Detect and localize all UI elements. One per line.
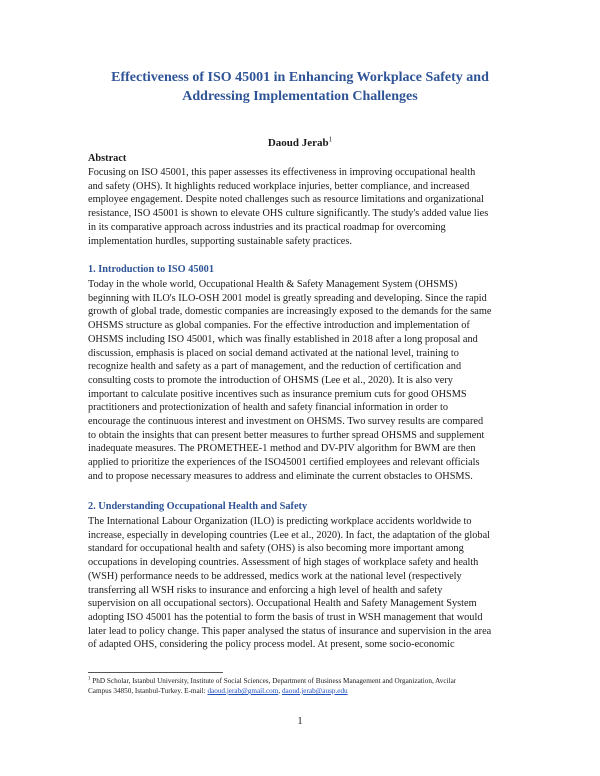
abstract-line: implementation hurdles, supporting sustainable safety practices.: [88, 235, 352, 247]
body-line: increase, especially in developing countries (Lee et al., 2020). In fact, the adaptation of the global: [88, 529, 490, 541]
title-line: Effectiveness of ISO 45001 in Enhancing Workplace Safety and: [111, 70, 489, 85]
abstract-heading: Abstract: [88, 153, 127, 164]
body-line: recognize health and safety as a part of management, and the reduction of certification and: [88, 361, 462, 373]
footnote: [88, 676, 528, 696]
email-link-gmail[interactable]: daoud.jerab@gmail.com: [207, 687, 279, 695]
body-line: consulting costs to promote the introduction of OHSMS (Lee et al., 2020). It is also very: [88, 374, 453, 386]
body-line: encourage the continuous interest and investment on OHSMS. Two survey results are compared: [88, 416, 484, 428]
footnote-line: [88, 676, 528, 686]
body-line: of adapted OHS, considering the policy process model. At present, some socio-economic: [88, 639, 455, 651]
author-name: [60, 136, 540, 150]
paper-title: [60, 68, 540, 106]
section-body-introduction: [88, 278, 528, 484]
footnote-mark: 1: [88, 676, 91, 682]
page-number: 1: [297, 716, 303, 727]
abstract-line: employee engagement. Despite noted challenges such as resource limitations and organizational: [88, 194, 484, 206]
abstract-body: [88, 166, 528, 248]
body-line: discussion, emphasis is placed on social demand activated at the national level, training to: [88, 347, 459, 359]
abstract-line: Focusing on ISO 45001, this paper assesses its effectiveness in improving occupational health: [88, 167, 476, 178]
body-line: adopting ISO 45001 has the potential to form the basis of trust in WSH management that would: [88, 611, 483, 623]
author-text: Daoud Jerab: [267, 137, 329, 149]
body-line: OHSMS structure as global companies. For the effective introduction and implementation of: [88, 320, 470, 332]
body-line: (WSH) performance needs to be addressed, medics work at the national level (respectively: [88, 570, 462, 582]
email-link-ausp[interactable]: daoud.jerab@ausp.edu: [281, 687, 348, 695]
title-line: Addressing Implementation Challenges: [182, 89, 418, 104]
body-line: growth of global trade, domestic companies are increasingly exposed to the demands for the same: [88, 306, 492, 318]
section-heading-understanding-ohs: 2. Understanding Occupational Health and Safety: [88, 501, 308, 512]
body-line: applied to prioritize the experiences of the ISO45001 certified employees and relevant officials: [88, 457, 480, 469]
abstract-line: in its comparative approach across industries and its practical roadmap for overcoming: [88, 221, 446, 233]
body-line: Today in the whole world, Occupational Health & Safety Management System (OHSMS): [88, 279, 458, 290]
footnote-address: Campus 34850, Istanbul-Turkey. E-mail:: [88, 687, 208, 695]
footnote-affiliation: PhD Scholar, Istanbul University, Institute of Social Sciences, Department of Business Management and Organization, Avcilar: [92, 677, 457, 685]
footnote-line: [88, 686, 528, 696]
body-line: transferring all WSH risks to insurance and enforcing a high level of health and safety: [88, 584, 443, 596]
body-line: beginning with ILO's ILO-OSH 2001 model is greatly spreading and developing. Since the rapid: [88, 292, 487, 304]
body-line: standard for occupational health and safety (OHS) is also becoming more important among: [88, 543, 464, 555]
body-line: important to calculate positive incentives such as insurance premium cuts for good OHSMS: [88, 388, 467, 400]
body-line: later lead to policy change. This paper analysed the status of insurance and supervision in the area: [88, 625, 492, 637]
body-line: inadequate measures. The PROMETHEE-1 method and DV-PIV algorithm for BWM are then: [88, 443, 476, 455]
email-separator: ,: [278, 687, 282, 695]
body-line: supervision on all occupational sectors). Occupational Health and Safety Management System: [88, 598, 477, 610]
abstract-line: and safety (OHS). It highlights reduced workplace injuries, better compliance, and increased: [88, 180, 470, 192]
body-line: to obtain the insights that can present better measures to further spread OHSMS and supplement: [88, 429, 485, 441]
author-footnote-mark[interactable]: 1: [328, 135, 333, 144]
abstract-line: resistance, ISO 45001 is shown to elevate OHS culture significantly. The study's added value lies: [88, 208, 489, 220]
body-line: OHSMS including ISO 45001, which was finally established in 2018 after a long proposal and: [88, 333, 478, 345]
body-line: practitioners and protectionization of health and safety financial information in order to: [88, 402, 448, 414]
body-line: occupations in developing countries. Assessment of high stages of workplace safety and health: [88, 557, 479, 569]
section-body-understanding-ohs: [88, 515, 528, 652]
body-line: and to propose necessary measures to address and eliminate the current obstacles to OHSMS.: [88, 470, 473, 482]
footnote-divider: [88, 672, 223, 673]
body-line: The International Labour Organization (ILO) is predicting workplace accidents worldwide to: [88, 516, 472, 527]
section-heading-introduction: 1. Introduction to ISO 45001: [88, 264, 214, 275]
